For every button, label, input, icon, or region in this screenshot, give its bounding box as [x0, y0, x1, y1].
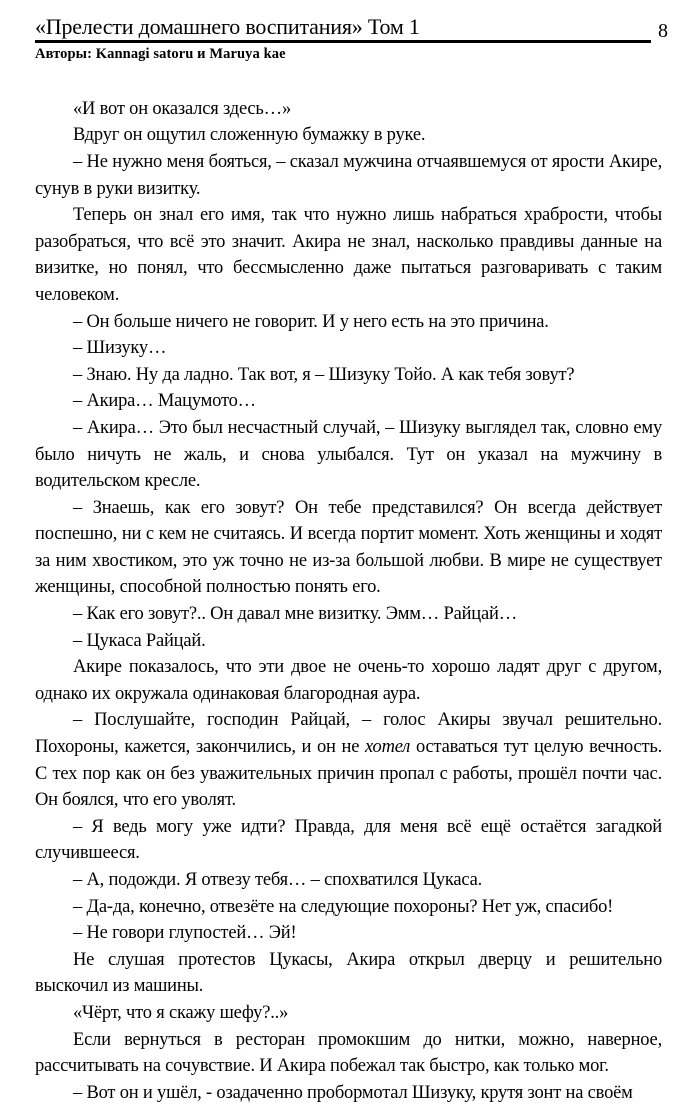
paragraph [35, 362, 662, 389]
emphasized-text: хотел [365, 737, 411, 758]
paragraph-text: Если вернуться в ресторан промокшим до нитки, можно, наверное, рассчитывать на сочувствие. И Акира побежал так быстро, как только мог. [35, 1029, 662, 1077]
paragraph-text: Акире показалось, что эти двое не очень-то хорошо ладят друг с другом, однако их окружала одинаковая благородная аура. [35, 657, 662, 704]
paragraph [35, 96, 662, 123]
paragraph-text: – Знаешь, как его зовут? Он тебе представился? Он всегда действует поспешно, ни с кем не считаясь. И всегда портит момент. Хоть женщины и ходят за ним хвостиком, это уж точно не из-за большой любви. В мире не существует женщины, способной полностью понять его. [35, 497, 662, 598]
paragraph-text: – Акира… Это был несчастный случай, – Шизуку выглядел так, словно ему было ничуть не жаль, и снова улыбался. Тут он указал на мужчину в водительском кресле. [35, 417, 662, 492]
paragraph-text: – Шизуку… [73, 338, 167, 359]
paragraph [35, 309, 662, 336]
paragraph [35, 202, 662, 308]
paragraph [35, 920, 662, 947]
paragraph-text: Вдруг он ощутил сложенную бумажку в руке. [73, 125, 426, 146]
paragraph [35, 894, 662, 921]
paragraph [35, 122, 662, 149]
paragraph-text: – Он больше ничего не говорит. И у него есть на это причина. [73, 311, 549, 332]
page-header [35, 15, 668, 43]
paragraph-text: – Да-да, конечно, отвезёте на следующие похороны? Нет уж, спасибо! [73, 896, 614, 917]
book-title: «Прелести домашнего воспитания» Том 1 [35, 14, 420, 39]
page-number: 8 [658, 19, 668, 42]
paragraph [35, 814, 662, 867]
paragraph [35, 601, 662, 628]
paragraph [35, 867, 662, 894]
paragraph-text: – Не нужно меня бояться, – сказал мужчина отчаявшемуся от ярости Акире, сунув в руки визитку. [35, 151, 662, 199]
paragraph [35, 495, 662, 601]
paragraph-text: «Чёрт, что я скажу шефу?..» [73, 1002, 289, 1023]
paragraph-text: Теперь он знал его имя, так что нужно лишь набраться храбрости, чтобы разобраться, что всё это значит. Акира не знал, насколько правдивы данные на визитке, но понял, что бессмысленно даже пытаться разговаривать с таким человеком. [35, 205, 662, 305]
page-body-text [35, 96, 662, 1106]
paragraph [35, 1080, 662, 1106]
paragraph [35, 1027, 662, 1080]
paragraph-text: Не слушая протестов Цукасы, Акира открыл дверцу и решительно выскочил из машины. [35, 949, 662, 997]
paragraph [35, 415, 662, 495]
header-title-underline [35, 15, 651, 43]
paragraph-text: – Послушайте, господин Райцай, – голос Акиры звучал решительно. Похороны, кажется, закончились, и он не [35, 710, 662, 758]
paragraph-text: – Знаю. Ну да ладно. Так вот, я – Шизуку Тойо. А как тебя зовут? [73, 364, 575, 385]
paragraph [35, 947, 662, 1000]
paragraph-text: оставаться тут целую вечность. С тех пор как он без уважительных причин пропал с работы, прошёл почти час. Он боялся, что его уволят. [35, 737, 662, 811]
paragraph-text: – Вот он и ушёл, - озадаченно пробормотал Шизуку, крутя зонт на своём [73, 1082, 633, 1103]
paragraph [35, 1000, 662, 1027]
paragraph-text: «И вот он оказался здесь…» [73, 98, 292, 119]
paragraph [35, 628, 662, 655]
paragraph [35, 149, 662, 202]
authors-line: Авторы: Kannagi satoru и Maruya kae [35, 45, 286, 62]
paragraph [35, 335, 662, 362]
paragraph-text: – Я ведь могу уже идти? Правда, для меня всё ещё остаётся загадкой случившееся. [35, 816, 662, 864]
paragraph [35, 654, 662, 707]
paragraph-text: – Не говори глупостей… Эй! [73, 923, 297, 944]
paragraph [35, 707, 662, 813]
paragraph-text: – Цукаса Райцай. [73, 630, 206, 651]
paragraph [35, 388, 662, 415]
paragraph-text: – А, подожди. Я отвезу тебя… – спохватился Цукаса. [73, 870, 483, 891]
document-page [0, 14, 682, 1103]
paragraph-text: – Как его зовут?.. Он давал мне визитку. Эмм… Райцай… [73, 604, 518, 625]
paragraph-text: – Акира… Мацумото… [73, 391, 256, 412]
